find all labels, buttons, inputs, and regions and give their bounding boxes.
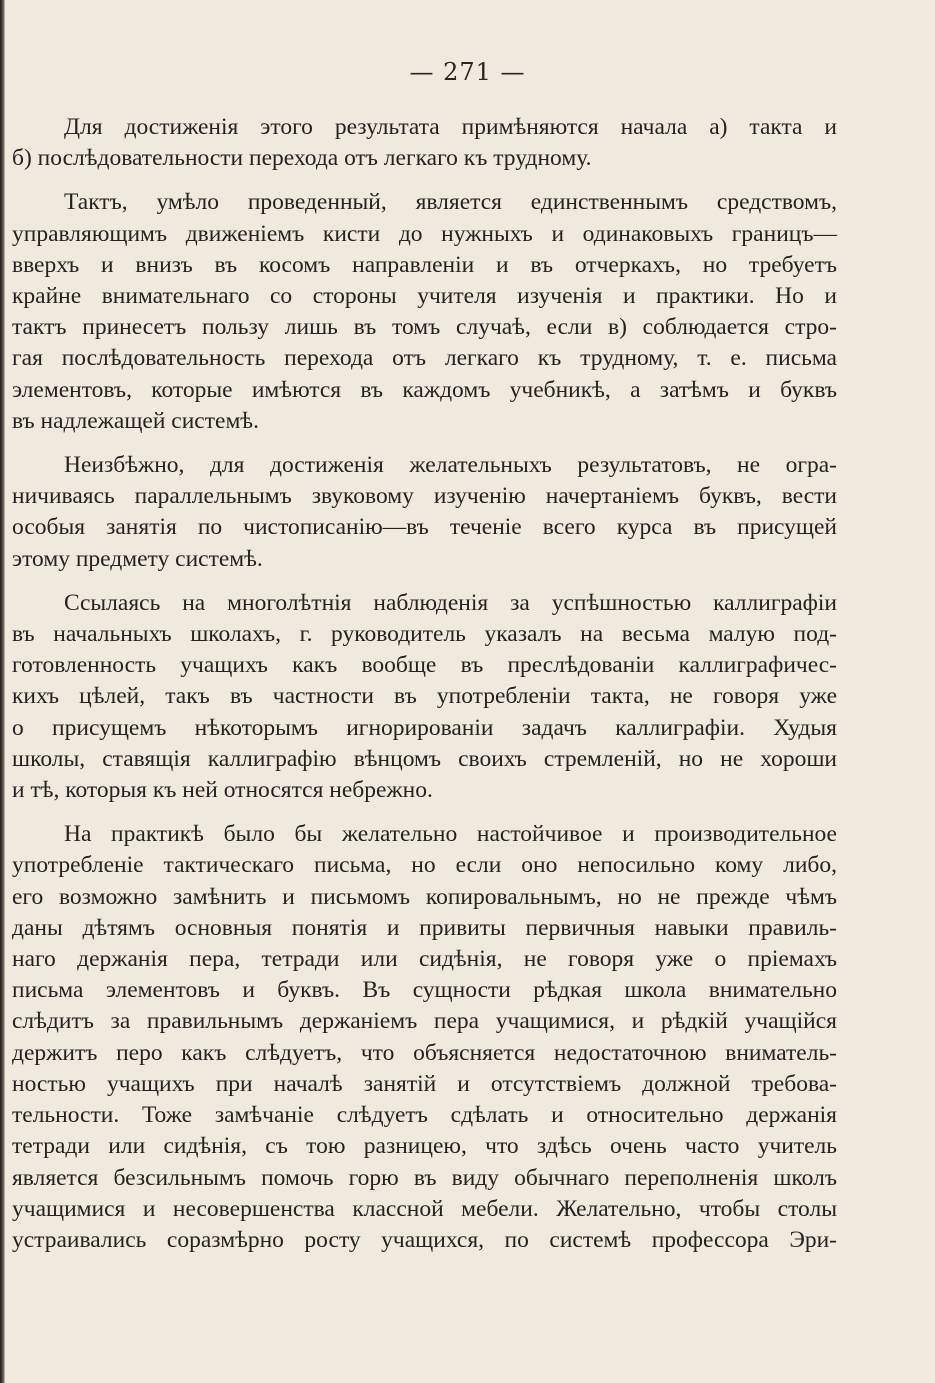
text-line: въ надлежащей системѣ. xyxy=(12,407,259,434)
text-line: слѣдитъ за правильнымъ держаніемъ пера учащимися, и рѣдкій учащійся xyxy=(12,1008,837,1035)
text-line: особыя занятія по чистописанію—въ теченіе всего курса въ присущей xyxy=(12,514,837,541)
page-number: — 271 — xyxy=(409,58,526,86)
text-line: Тактъ, умѣло проведенный, является единственнымъ средствомъ, xyxy=(64,189,837,216)
paragraph-2 xyxy=(12,187,837,437)
text-line: учащимися и несовершенства классной мебели. Желательно, чтобы столы xyxy=(12,1195,837,1222)
text-line: является безсильнымъ помочь горю въ виду обычнаго переполненія школъ xyxy=(12,1164,837,1191)
text-line: его возможно замѣнить и письмомъ копировальнымъ, но не прежде чѣмъ xyxy=(12,883,837,910)
text-line: На практикѣ было бы желательно настойчивое и производительное xyxy=(64,821,837,848)
text-line: б) послѣдовательности перехода отъ легкаго къ трудному. xyxy=(12,145,592,172)
text-line: элементовъ, которые имѣются въ каждомъ учебникѣ, а затѣмъ и буквъ xyxy=(12,376,837,403)
body-text xyxy=(12,112,837,1269)
paragraph-1 xyxy=(12,112,837,174)
text-line: держитъ перо какъ слѣдуетъ, что объясняется недостаточною вниматель- xyxy=(12,1039,837,1066)
text-line: школы, ставящія каллиграфію вѣнцомъ своихъ стремленій, но не хороши xyxy=(12,745,837,772)
text-line: даны дѣтямъ основныя понятія и привиты первичныя навыки правиль- xyxy=(12,914,837,941)
text-line: о присущемъ нѣкоторымъ игнорированіи задачъ каллиграфіи. Худыя xyxy=(12,714,837,741)
paragraph-3 xyxy=(12,450,837,575)
text-line: тетради или сидѣнія, съ тою разницею, что здѣсь очень часто учитель xyxy=(12,1133,837,1160)
text-line: въ начальныхъ школахъ, г. руководитель указалъ на весьма малую под- xyxy=(12,621,837,648)
page-binding-edge xyxy=(0,0,5,1383)
text-line: тактъ принесетъ пользу лишь въ томъ случаѣ, если в) соблюдается стро- xyxy=(12,314,837,341)
text-line: вверхъ и внизъ въ косомъ направленіи и въ отчеркахъ, но требуетъ xyxy=(12,251,837,278)
text-line: Неизбѣжно, для достиженія желательныхъ результатовъ, не огра- xyxy=(64,452,837,479)
text-line: употребленіе тактическаго письма, но если оно непосильно кому либо, xyxy=(12,852,837,879)
text-line: Ссылаясь на многолѣтнія наблюденія за успѣшностью каллиграфіи xyxy=(64,589,837,616)
text-line: и тѣ, которыя къ ней относятся небрежно. xyxy=(12,777,433,804)
text-line: готовленность учащихъ какъ вообще въ преслѣдованіи каллиграфичес- xyxy=(12,652,837,679)
paragraph-4 xyxy=(12,588,837,806)
text-line: Для достиженія этого результата примѣняются начала а) такта и xyxy=(64,114,837,140)
text-line: управляющимъ движеніемъ кисти до нужныхъ и одинаковыхъ границъ— xyxy=(12,220,837,247)
paragraph-5 xyxy=(12,819,837,1256)
text-line: наго держанія пера, тетради или сидѣнія, не говоря уже о пріемахъ xyxy=(12,946,837,973)
text-line: ностью учащихъ при началѣ занятій и отсутствіемъ должной требова- xyxy=(12,1070,837,1097)
text-line: этому предмету системѣ. xyxy=(12,545,263,572)
text-line: тельности. Тоже замѣчаніе слѣдуетъ сдѣлать и относительно держанія xyxy=(12,1102,837,1129)
text-line: ничиваясь параллельнымъ звуковому изученію начертаніемъ буквъ, вести xyxy=(12,483,837,510)
text-line: кихъ цѣлей, такъ въ частности въ употребленіи такта, не говоря уже xyxy=(12,683,837,710)
text-line: устраивались соразмѣрно росту учащихся, по системѣ профессора Эри- xyxy=(12,1226,837,1253)
text-line: гая послѣдовательность перехода отъ легкаго къ трудному, т. е. письма xyxy=(12,345,837,372)
text-line: письма элементовъ и буквъ. Въ сущности рѣдкая школа внимательно xyxy=(12,977,837,1004)
text-line: крайне внимательнаго со стороны учителя изученія и практики. Но и xyxy=(12,283,837,310)
